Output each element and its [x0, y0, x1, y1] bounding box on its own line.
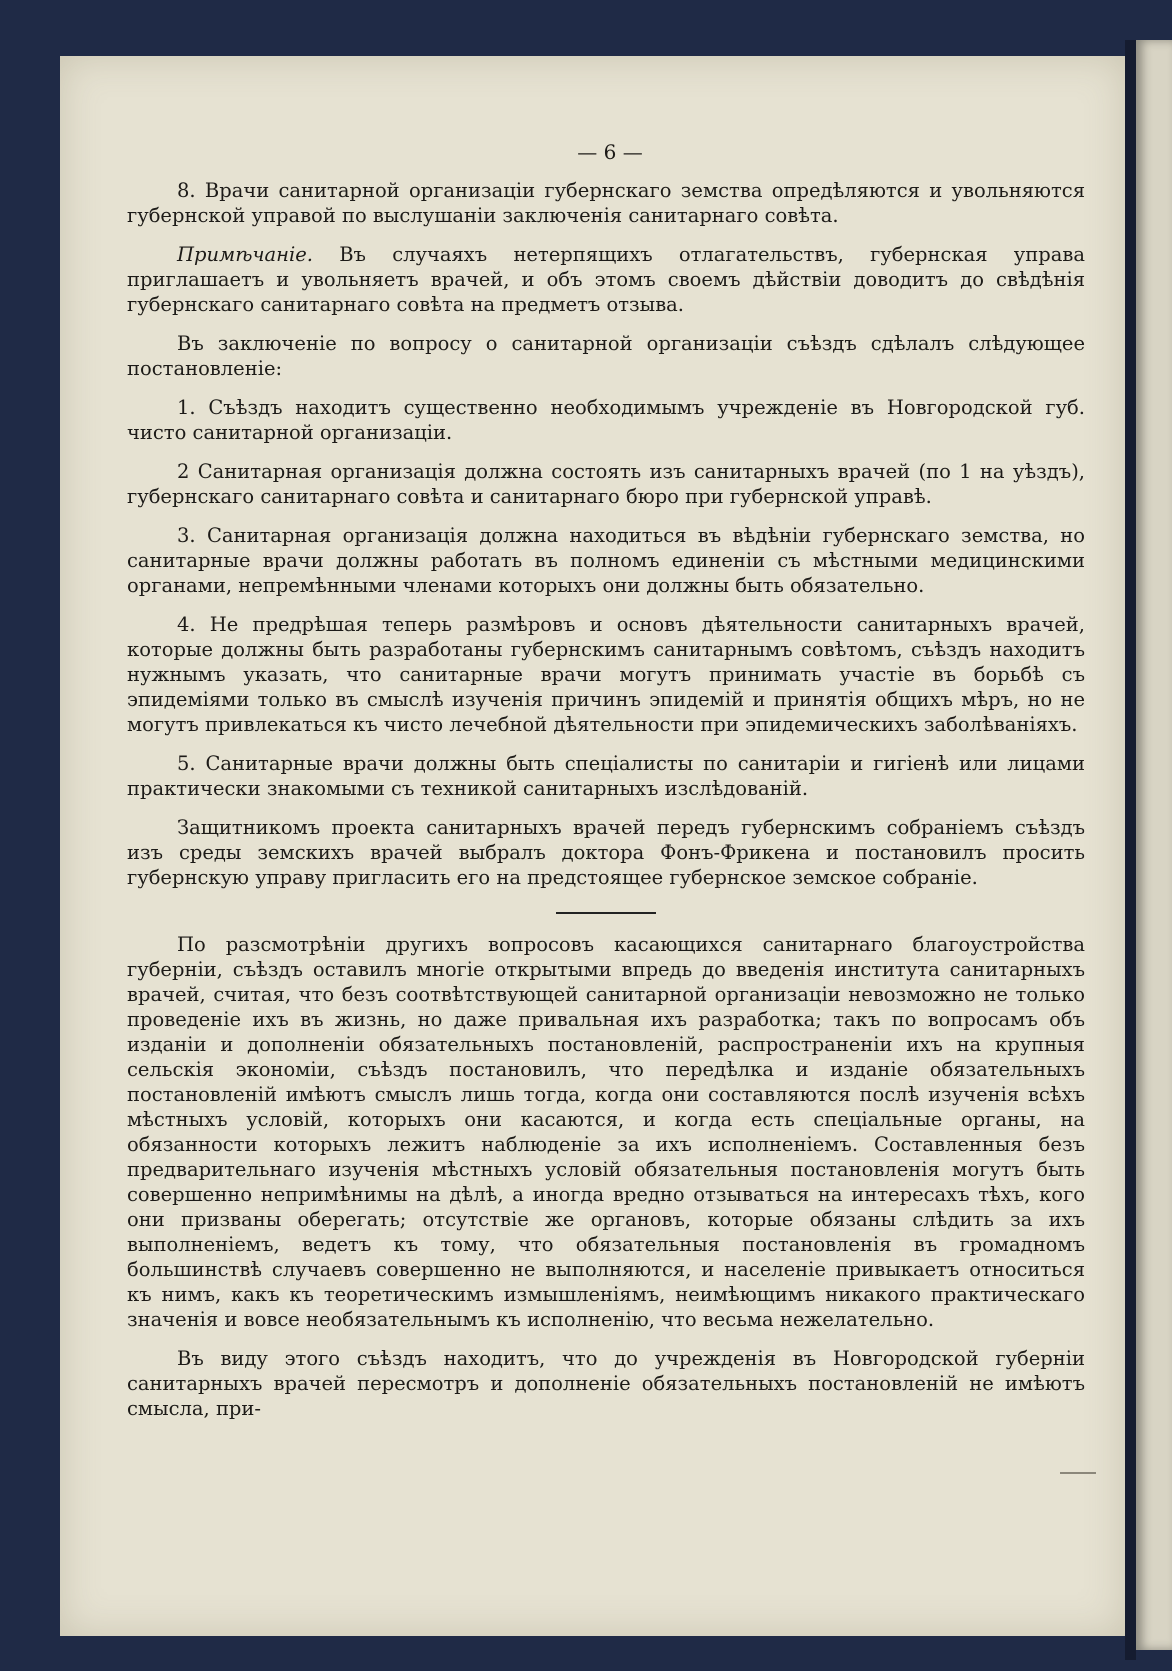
book-gutter: [1125, 40, 1136, 1660]
resolution-1: 1. Съѣздъ находитъ существенно необходимымъ учрежденіе въ Новгородской губ. чисто санитарной организаціи.: [127, 396, 1085, 444]
ink-mark: [1060, 1472, 1096, 1474]
resolution-intro: Въ заключеніе по вопросу о санитарной организаціи съѣздъ сдѣлалъ слѣдующее постановленіе:: [127, 332, 1085, 380]
note-text: Въ случаяхъ нетерпящихъ отлагательствъ, губернская управа приглашаетъ и увольняетъ врачей, и объ этомъ своемъ дѣйствіи доводитъ до свѣдѣнія губернскаго санитарнаго совѣта на предметъ отзыва.: [127, 243, 1085, 316]
final-paragraph: Въ виду этого съѣздъ находитъ, что до учрежденія въ Новгородской губерніи санитарныхъ врачей пересмотръ и дополненіе обязательныхъ постановленій не имѣютъ смысла, при-: [127, 1347, 1085, 1420]
page-body: [127, 138, 1085, 1421]
resolution-3: 3. Санитарная организація должна находиться въ вѣдѣніи губернскаго земства, но санитарные врачи должны работать въ полномъ единеніи съ мѣстными медицинскими органами, непремѣнными членами которыхъ они должны быть обязательно.: [127, 524, 1085, 597]
note-label: Примѣчаніе.: [177, 243, 313, 266]
adjacent-page-edge: [1136, 40, 1172, 1650]
defender-paragraph: Защитникомъ проекта санитарныхъ врачей передъ губернскимъ собраніемъ съѣздъ изъ среды земскихъ врачей выбралъ доктора Фонъ-Фрикена и постановилъ просить губернскую управу пригласить его на предстоящее губернское земское собраніе.: [127, 816, 1085, 889]
resolution-5: 5. Санитарные врачи должны быть спеціалисты по санитаріи и гигіенѣ или лицами практически знакомыми съ техникой санитарныхъ изслѣдованій.: [127, 752, 1085, 800]
paragraph-8: 8. Врачи санитарной организаціи губернскаго земства опредѣляются и увольняются губернской управой по выслушаніи заключенія санитарнаго совѣта.: [127, 179, 1085, 227]
resolution-4: 4. Не предрѣшая теперь размѣровъ и основъ дѣятельности санитарныхъ врачей, которые должны быть разработаны губернскимъ санитарнымъ совѣтомъ, съѣздъ находитъ нужнымъ указать, что санитарные врачи могутъ принимать участіе въ борьбѣ съ эпидеміями только въ смыслѣ изученія причинъ эпидемій и принятія общихъ мѣръ, но не могутъ привлекаться къ чисто лечебной дѣятельности при эпидемическихъ заболѣваніяхъ.: [127, 613, 1085, 736]
resolution-2: 2 Санитарная организація должна состоять изъ санитарныхъ врачей (по 1 на уѣздъ), губернскаго санитарнаго совѣта и санитарнаго бюро при губернской управѣ.: [127, 460, 1085, 508]
page-number: — 6 —: [577, 140, 643, 164]
other-questions-paragraph: По разсмотрѣніи другихъ вопросовъ касающихся санитарнаго благоустройства губерніи, съѣздъ оставилъ многіе открытыми впредь до введенія института санитарныхъ врачей, считая, что безъ соотвѣтствующей санитарной организаціи невозможно не только проведеніе ихъ въ жизнь, но даже привальная ихъ разработка; такъ по вопросамъ объ изданіи и дополненіи обязательныхъ постановленій, распространеніи ихъ на крупныя сельскія экономіи, съѣздъ постановилъ, что передѣлка и изданіе обязательныхъ постановленій имѣютъ смыслъ лишь тогда, когда они составляются послѣ изученія всѣхъ мѣстныхъ условій, которыхъ они касаются, и когда есть спеціальные органы, на обязанности которыхъ лежитъ наблюденіе за ихъ исполненіемъ. Составленныя безъ предварительнаго изученія мѣстныхъ условій обязательныя постановленія могутъ быть совершенно непримѣнимы на дѣлѣ, а иногда вредно отзываться на интересахъ тѣхъ, кого они призваны оберегать; отсутствіе же органовъ, которые обязаны слѣдить за ихъ выполненіемъ, ведетъ къ тому, что обязательныя постановленія въ громадномъ большинствѣ случаевъ совершенно не выполняются, и населеніе привыкаетъ относиться къ нимъ, какъ къ теоретическимъ измышленіямъ, неимѣющимъ никакого практическаго значенія и вовсе необязательнымъ къ исполненію, что весьма нежелательно.: [127, 933, 1085, 1331]
note-paragraph: [127, 242, 1085, 317]
section-divider: [556, 912, 656, 914]
